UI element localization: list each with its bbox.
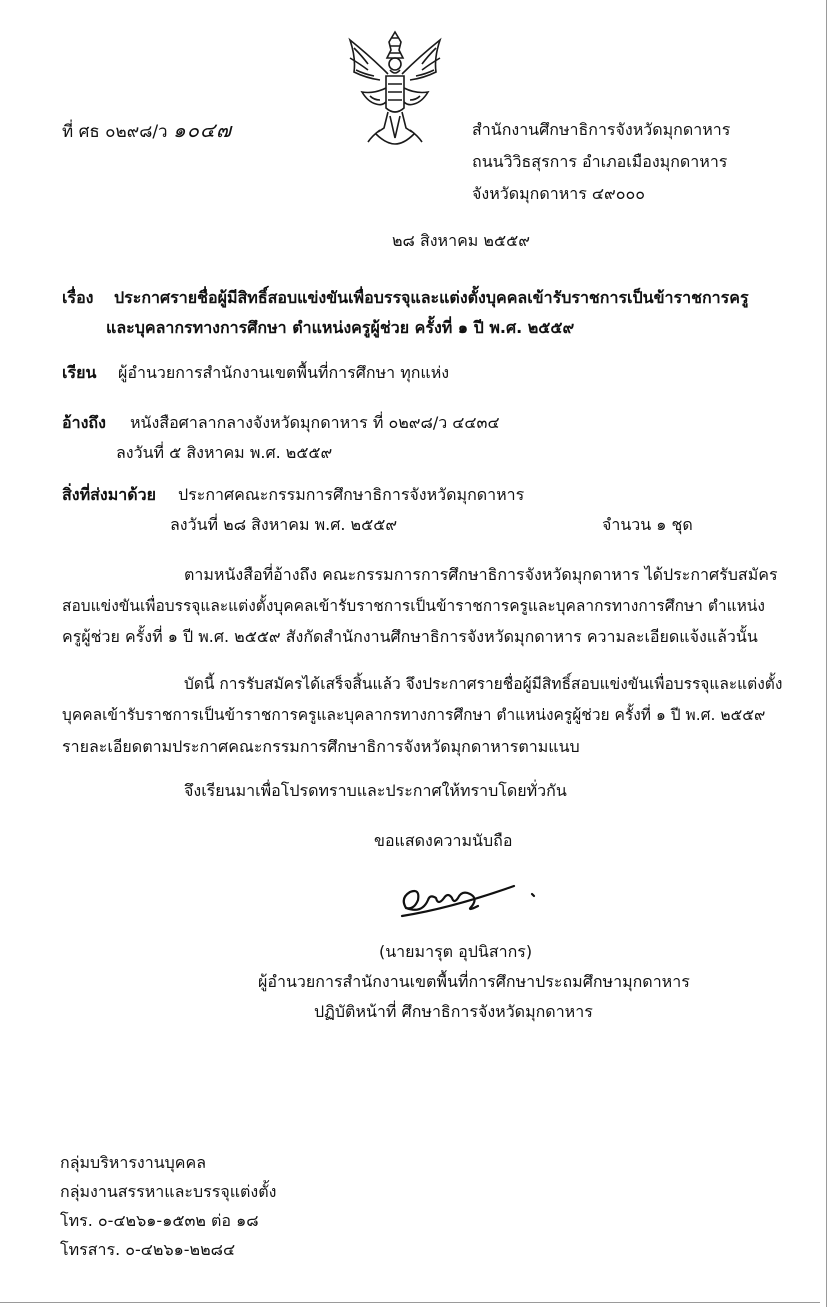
office-province: จังหวัดมุกดาหาร ๔๙๐๐๐ <box>472 184 646 203</box>
signatory-title-1: ผู้อำนวยการสำนักงานเขตพื้นที่การศึกษาประถมศึกษามุกดาหาร <box>258 972 690 991</box>
body-paragraph-1-line-1: ตามหนังสือที่อ้างถึง คณะกรรมการการศึกษาธิการจังหวัดมุกดาหาร ได้ประกาศรับสมัคร <box>184 565 778 584</box>
footer-phone: โทร. ๐-๔๒๖๑-๑๕๓๒ ต่อ ๑๘ <box>60 1211 259 1230</box>
body-paragraph-2-line-1: บัดนี้ การรับสมัครได้เสร็จสิ้นแล้ว จึงประกาศรายชื่อผู้มีสิทธิ์สอบแข่งขันเพื่อบรรจุและแต่งตั้ง <box>184 675 783 693</box>
enclosure-label: สิ่งที่ส่งมาด้วย <box>62 485 156 504</box>
enclosure-line-2: ลงวันที่ ๒๘ สิงหาคม พ.ศ. ๒๕๕๙ <box>170 515 398 534</box>
enclosure-line-1: ประกาศคณะกรรมการศึกษาธิการจังหวัดมุกดาหาร <box>178 485 525 504</box>
office-street: ถนนวิวิธสุรการ อำเภอเมืองมุกดาหาร <box>472 152 728 171</box>
document-date: ๒๘ สิงหาคม ๒๕๕๙ <box>392 231 530 250</box>
reference-label: อ้างถึง <box>62 413 106 432</box>
reference-line-2: ลงวันที่ ๕ สิงหาคม พ.ศ. ๒๕๕๙ <box>116 443 333 462</box>
reference-line-1: หนังสือศาลากลางจังหวัดมุกดาหาร ที่ ๐๒๙๘/ว ๔๔๓๔ <box>130 413 500 432</box>
closing-salutation: ขอแสดงความนับถือ <box>374 831 513 850</box>
body-paragraph-1-line-2: สอบแข่งขันเพื่อบรรจุและแต่งตั้งบุคคลเข้ารับราชการเป็นข้าราชการครูและบุคลากรทางการศึกษา ตำแหน่ง <box>62 597 765 615</box>
garuda-emblem-icon <box>340 28 450 148</box>
footer-section: กลุ่มงานสรรหาและบรรจุแต่งตั้ง <box>60 1182 277 1201</box>
handwritten-signature <box>392 868 552 932</box>
document-reference-number <box>62 118 232 143</box>
office-name: สำนักงานศึกษาธิการจังหวัดมุกดาหาร <box>472 120 731 139</box>
body-paragraph-2-line-2: บุคคลเข้ารับราชการเป็นข้าราชการครูและบุคลากรทางการศึกษา ตำแหน่งครูผู้ช่วย ครั้งที่ ๑ ปี พ.ศ. ๒๕๕๙ <box>62 706 766 724</box>
subject-line-1: ประกาศรายชื่อผู้มีสิทธิ์สอบแข่งขันเพื่อบรรจุและแต่งตั้งบุคคลเข้ารับราชการเป็นข้าราชการครู <box>114 288 749 307</box>
body-paragraph-2-line-3: รายละเอียดตามประกาศคณะกรรมการศึกษาธิการจังหวัดมุกดาหารตามแนบ <box>62 737 580 756</box>
reference-handwritten-number: ๑๐๔๗ <box>173 118 233 142</box>
page-edge-right <box>826 0 827 1307</box>
subject-line-2: และบุคลากรทางการศึกษา ตำแหน่งครูผู้ช่วย ครั้งที่ ๑ ปี พ.ศ. ๒๕๕๙ <box>106 318 575 337</box>
signatory-title-2: ปฏิบัติหน้าที่ ศึกษาธิการจังหวัดมุกดาหาร <box>314 1002 593 1021</box>
body-paragraph-1-line-3: ครูผู้ช่วย ครั้งที่ ๑ ปี พ.ศ. ๒๕๕๙ สังกัดสำนักงานศึกษาธิการจังหวัดมุกดาหาร ความละเอียดแจ้งแล้วนั้น <box>62 627 758 646</box>
body-paragraph-3: จึงเรียนมาเพื่อโปรดทราบและประกาศให้ทราบโดยทั่วกัน <box>184 781 567 800</box>
recipient-label: เรียน <box>62 363 97 382</box>
footer-fax: โทรสาร. ๐-๔๒๖๑-๒๒๘๔ <box>60 1240 236 1259</box>
reference-prefix: ที่ ศธ ๐๒๙๘/ว <box>62 122 168 142</box>
footer-department: กลุ่มบริหารงานบุคคล <box>60 1153 207 1172</box>
recipient-text: ผู้อำนวยการสำนักงานเขตพื้นที่การศึกษา ทุกแห่ง <box>118 363 450 382</box>
signatory-name: (นายมารุต อุปนิสากร) <box>379 942 533 961</box>
page-edge-bottom <box>0 1302 820 1303</box>
enclosure-count: จำนวน ๑ ชุด <box>602 515 693 534</box>
subject-label: เรื่อง <box>62 288 94 307</box>
